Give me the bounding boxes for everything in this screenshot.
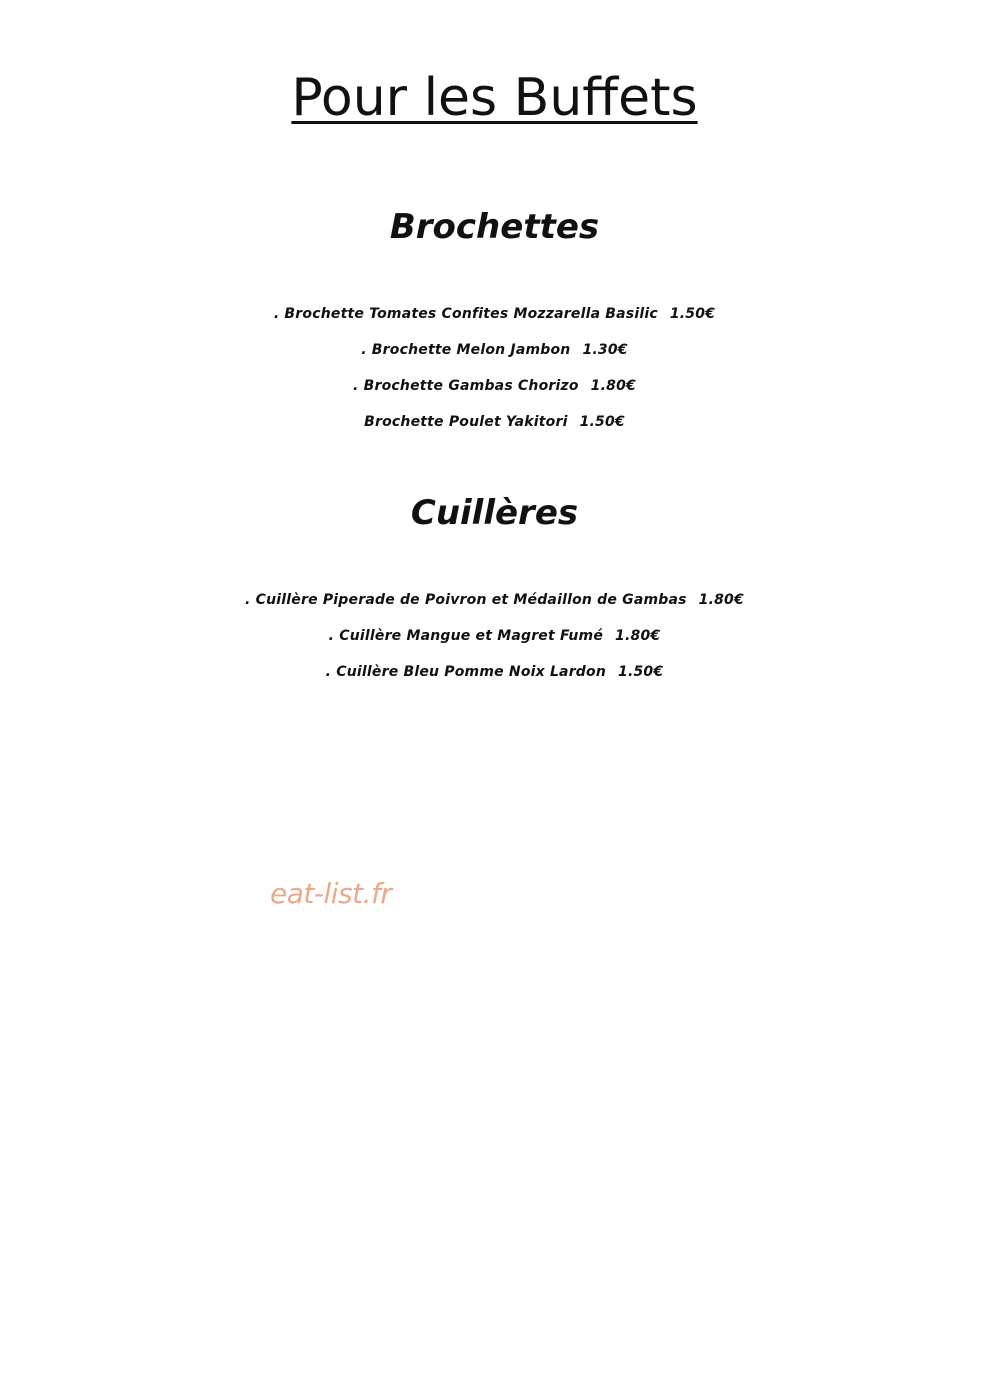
list-item	[0, 582, 989, 618]
list-item	[0, 618, 989, 654]
item-price: 1.50€	[618, 664, 664, 680]
item-price: 1.80€	[615, 628, 661, 644]
item-price: 1.50€	[579, 414, 625, 430]
page-title-text: Pour les Buffets	[291, 68, 698, 128]
cuilleres-list	[0, 582, 989, 690]
item-label: Brochette Poulet Yakitori	[364, 414, 568, 430]
list-item	[0, 404, 989, 440]
item-label: . Brochette Melon Jambon	[361, 342, 571, 358]
page-title	[0, 66, 989, 130]
section-heading-brochettes: Brochettes	[389, 207, 600, 247]
brochettes-list	[0, 296, 989, 440]
item-price: 1.50€	[669, 306, 716, 322]
watermark-text: eat-list.fr	[270, 877, 392, 910]
item-label: . Brochette Tomates Confites Mozzarella Basilic	[273, 306, 658, 322]
item-label: . Cuillère Mangue et Magret Fumé	[328, 628, 604, 644]
item-label: . Brochette Gambas Chorizo	[353, 378, 579, 394]
list-item	[0, 654, 989, 690]
list-item	[0, 296, 989, 332]
section-heading-cuilleres: Cuillères	[410, 493, 579, 533]
item-label: . Cuillère Bleu Pomme Noix Lardon	[325, 664, 607, 680]
list-item	[0, 368, 989, 404]
list-item	[0, 332, 989, 368]
item-label: . Cuillère Piperade de Poivron et Médaillon de Gambas	[245, 592, 687, 608]
item-price: 1.80€	[698, 592, 744, 608]
item-price: 1.30€	[582, 342, 628, 358]
item-price: 1.80€	[590, 378, 636, 394]
